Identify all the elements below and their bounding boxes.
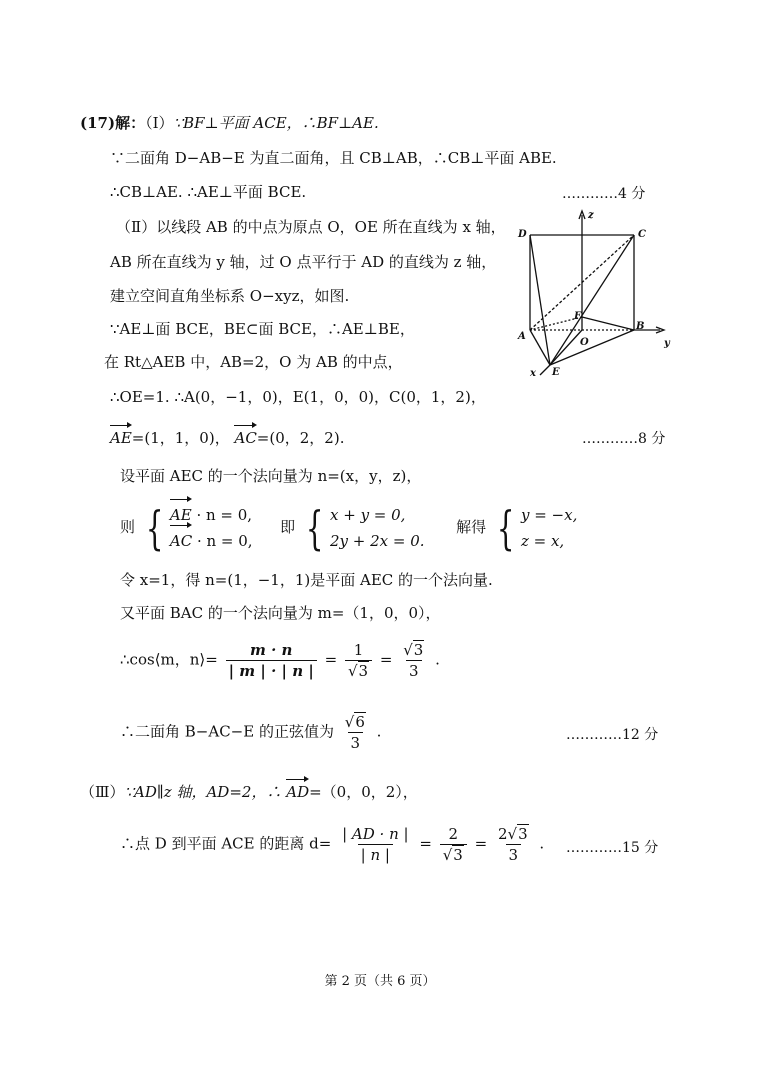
edge-DE: [530, 235, 550, 365]
sqrt3-radicand: 3: [413, 641, 424, 659]
equals: =: [379, 650, 393, 669]
frac-2-over-sqrt3: $\frac{2}{√3}$: [440, 824, 467, 865]
cos-numerator: m · n: [249, 641, 293, 659]
score-15: …………15 分: [566, 840, 659, 856]
distance-prefix: ∴点 D 到平面 ACE 的距离 d=: [120, 834, 332, 853]
part2-line1-text: 以线段 AB 的中点为原点 O，OE 所在直线为 x 轴，: [156, 218, 506, 236]
sine-line: [120, 712, 381, 753]
edge-CE: [550, 235, 634, 365]
solution-word: 解：: [115, 114, 146, 132]
sys2-b: 2y + 2x = 0.: [330, 532, 425, 550]
sys2-a: x + y = 0,: [330, 506, 406, 524]
equals: =: [419, 834, 432, 853]
cos-denominator: | m | · | n |: [226, 660, 317, 681]
left-brace: {: [145, 501, 164, 555]
left-brace: {: [496, 501, 515, 555]
period: .: [435, 650, 440, 669]
label-C: C: [638, 229, 646, 240]
sqrt3-radicand: 3: [358, 662, 369, 680]
vector-ad: AD: [286, 783, 310, 801]
sys1-vec-ae: AE: [170, 502, 192, 528]
vector-ae: AE: [110, 429, 132, 447]
label-O: O: [580, 337, 589, 348]
sys3-b: z = x,: [520, 532, 565, 550]
frac-sqrt3-over-3: $\frac{√3}{3}$: [403, 641, 424, 680]
score-8: …………8 分: [582, 431, 666, 447]
label-E: E: [552, 367, 560, 378]
frac-den-3: 3: [406, 660, 422, 681]
part1-line3: ∴CB⊥AE. ∴AE⊥平面 BCE.: [110, 183, 307, 201]
label-D: D: [518, 229, 527, 240]
label-A: A: [518, 331, 526, 342]
frac-sqrt6-over-3: $\frac{√6}{3}$: [344, 713, 365, 752]
period: .: [539, 834, 545, 853]
coef-2: 2: [497, 825, 508, 843]
score-12: …………12 分: [566, 727, 659, 743]
equals: =: [324, 650, 338, 669]
vector-ac: AC: [234, 429, 257, 447]
part2-line6: ∴OE=1. ∴A(0，−1，0)，E(1，0，0)，C(0，1，2)，: [110, 388, 486, 406]
page-footer: 第 2 页（共 6 页）: [324, 974, 436, 989]
part3-line1: [80, 782, 418, 802]
score-4: …………4 分: [562, 186, 646, 202]
distance-denominator: | n |: [358, 844, 393, 865]
part1-label: （Ⅰ）: [145, 114, 174, 132]
problem-label: (17): [80, 114, 116, 132]
ie-word: 即: [280, 518, 296, 536]
sys1-b-tail: · n = 0,: [196, 532, 253, 550]
sys1-vec-ac: AC: [170, 528, 192, 554]
sqrt3-radicand: 3: [453, 846, 463, 864]
left-brace: {: [305, 501, 324, 555]
label-x: x: [530, 368, 536, 379]
part2-line2: AB 所在直线为 y 轴，过 O 点平行于 AD 的直线为 z 轴，: [110, 253, 497, 271]
system-3: [521, 502, 577, 554]
edge-OE: [550, 330, 582, 365]
vector-ac-value: =(0，2，2).: [256, 429, 345, 447]
part2-line1: [116, 217, 506, 237]
period: .: [376, 722, 382, 741]
frac-den-3: 3: [506, 844, 522, 865]
part1-line2: ∵二面角 D−AB−E 为直二面角，且 CB⊥AB，∴CB⊥平面 ABE.: [110, 149, 557, 167]
system-2: [330, 502, 425, 554]
label-z: z: [588, 210, 594, 221]
frac-num-1: 1: [353, 641, 364, 659]
label-F: F: [574, 311, 582, 322]
then-word: 则: [120, 518, 136, 536]
system-1: [170, 502, 253, 554]
solve-word: 解得: [456, 518, 487, 536]
edge-BE: [550, 330, 634, 365]
frac-num-2: 2: [448, 825, 459, 843]
equation-systems: [120, 502, 577, 554]
cos-formula: [120, 640, 440, 681]
sys3-a: y = −x,: [520, 506, 578, 524]
cos-prefix: ∴cos⟨m，n⟩=: [120, 650, 218, 669]
sine-prefix: ∴二面角 B−AC−E 的正弦值为: [120, 722, 334, 741]
part2-label: （Ⅱ）: [116, 218, 157, 236]
sine-den: 3: [348, 732, 364, 753]
m-line: 又平面 BAC 的一个法向量为 m=（1，0，0），: [120, 604, 441, 622]
distance-numerator: | AD · n |: [342, 825, 409, 843]
edge-FB: [582, 317, 634, 330]
part3-line1-b: =（0，0，2），: [309, 783, 418, 801]
coordinate-figure: [508, 205, 678, 380]
sys1-a-tail: · n = 0,: [196, 506, 253, 524]
label-B: B: [636, 321, 645, 332]
let-line: 令 x=1，得 n=(1，−1，1)是平面 AEC 的一个法向量.: [120, 571, 493, 589]
part1-line1: ∵BF⊥平面 ACE，∴BF⊥AE.: [173, 114, 379, 132]
distance-formula: [120, 824, 544, 865]
sqrt6-radicand: 6: [355, 713, 365, 731]
part2-line4: ∵AE⊥面 BCE，BE⊂面 BCE，∴AE⊥BE，: [110, 320, 415, 338]
frac-2sqrt3-over-3: $\frac{2√3}{3}$: [497, 825, 528, 864]
vector-ae-value: =(1，1，0)，: [131, 429, 230, 447]
part2-line3: 建立空间直角坐标系 O−xyz，如图.: [110, 287, 350, 305]
x-axis: [540, 365, 550, 375]
part3-label: （Ⅲ）: [80, 783, 125, 801]
label-y: y: [664, 338, 670, 349]
frac-one-over-sqrt3: $\frac{1}{√3}$: [345, 640, 372, 681]
equals: =: [474, 834, 488, 853]
vector-line: [110, 428, 344, 448]
part2-line5: 在 Rt△AEB 中，AB=2，O 为 AB 的中点，: [104, 353, 403, 371]
part3-line1-a: ∵AD∥z 轴，AD=2，∴: [124, 783, 282, 801]
sqrt3-radicand: 3: [518, 825, 528, 843]
normal-line: 设平面 AEC 的一个法向量为 n=(x，y，z)，: [120, 467, 422, 485]
distance-fraction: [339, 824, 411, 865]
cos-fraction: [226, 640, 317, 681]
problem-header: [80, 113, 379, 133]
